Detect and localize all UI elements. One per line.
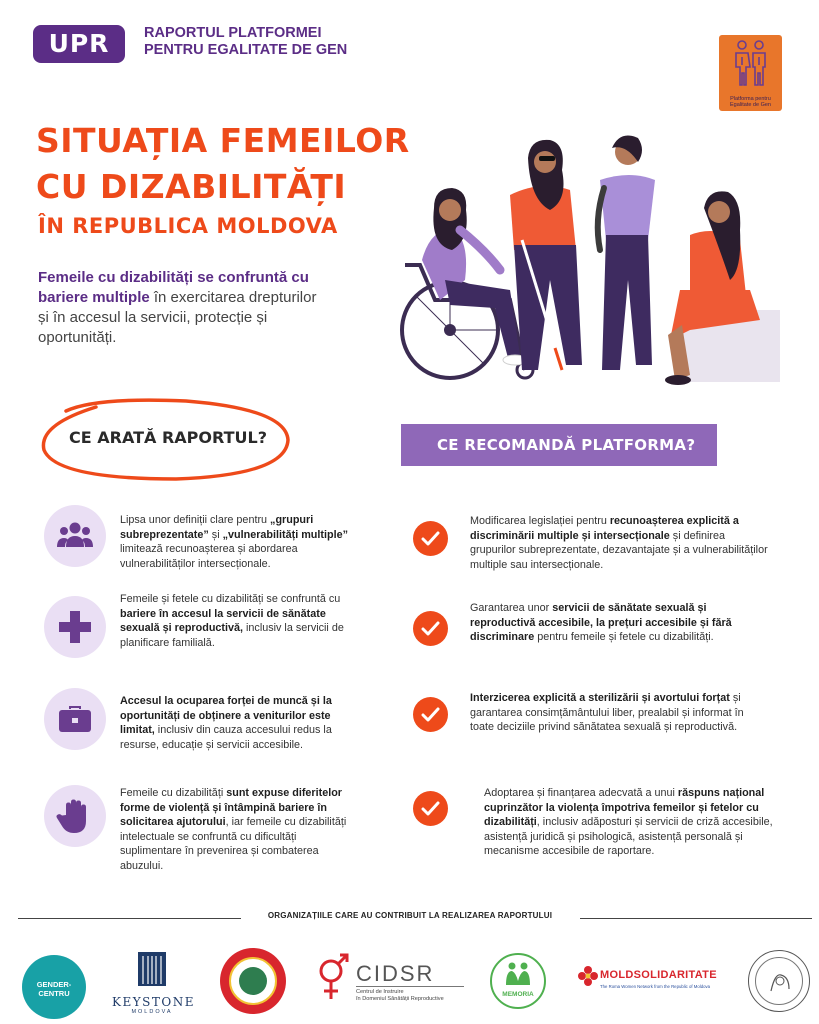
footer-divider-left	[18, 918, 241, 919]
logo-caption-line1: Platforma pentru	[730, 96, 771, 102]
finding-icon-2	[44, 596, 106, 658]
finding-4-part2: , iar femeile cu dizabilități intelectuale se confruntă cu dificultăți suplimentare în prevenirea și combaterea abuzului.	[120, 816, 347, 872]
moldsol-sublabel: The Roma Women Network from the Republic of Moldova	[600, 984, 711, 989]
keystone-label: KEYSTONE	[112, 995, 195, 1009]
page-subtitle: ÎN REPUBLICA MOLDOVA	[38, 214, 338, 238]
rec-3-bold1: Interzicerea explicită a sterilizării și avortului forțat	[470, 692, 730, 704]
check-icon-3	[413, 697, 448, 732]
logo-caption	[719, 96, 782, 108]
recommendation-text-3	[470, 691, 770, 735]
finding-4-part1: Femeile cu dizabilități	[120, 787, 227, 799]
moldsolidaritate-logo	[578, 966, 718, 1000]
cidsr-logo	[316, 953, 466, 1013]
rec-1-part1: Modificarea legislației pentru	[470, 515, 610, 527]
memoria-label: MEMORIA	[502, 991, 534, 998]
seal-emblem-icon	[765, 967, 795, 997]
finding-1-bold1: „grupuri subreprezentate”	[120, 514, 314, 541]
recommendation-text-1	[470, 514, 770, 572]
intro-bold: Femeile cu dizabilități se confruntă cu bariere multiple	[38, 269, 309, 306]
finding-3-part1: inclusiv din cauza accesului redus la resurse, educație și servicii accesibile.	[120, 724, 332, 751]
rec-4-bold1: răspuns național cuprinzător la violența împotriva femeilor și fetelor cu dizabilități	[484, 787, 765, 828]
rec-2-part1: Garantarea unor	[470, 602, 553, 614]
upr-badge: UPR	[33, 25, 125, 63]
flower-icon	[578, 966, 598, 986]
cidsr-label: CIDSR	[356, 961, 435, 986]
finding-text-4	[120, 786, 352, 873]
finding-2-part2: inclusiv la servicii de planificare familială.	[120, 622, 344, 649]
moldsol-label: MOLDSOLIDARITATE	[600, 969, 717, 981]
briefcase-icon	[56, 700, 94, 738]
keystone-emblem-icon	[112, 948, 192, 990]
cidsr-sub1: Centrul de Instruire	[356, 989, 404, 995]
intro-text	[38, 268, 328, 348]
finding-icon-3	[44, 688, 106, 750]
rec-2-part2: pentru femeile și fetele cu dizabilități.	[534, 631, 714, 643]
finding-icon-4	[44, 785, 106, 847]
finding-text-3	[120, 694, 352, 752]
rec-3-part1: și garantarea consimțământului liber, prealabil și informat în toate deciziile privind sănătatea sexuală și reproductivă.	[470, 692, 744, 733]
report-title-line2: PENTRU EGALITATE DE GEN	[144, 42, 348, 58]
footer-title: ORGANIZAȚIILE CARE AU CONTRIBUIT LA REALIZAREA RAPORTULUI	[267, 911, 553, 920]
finding-icon-1	[44, 505, 106, 567]
group-icon	[56, 517, 94, 555]
keystone-logo	[112, 948, 195, 1018]
finding-text-1	[120, 513, 352, 571]
check-icon-4	[413, 791, 448, 826]
memoria-logo	[490, 953, 546, 1009]
finding-1-part3: limitează recunoașterea și abordarea vulnerabilităților intersecționale.	[120, 543, 298, 570]
platform-logo	[719, 35, 782, 111]
report-title-line1: RAPORTUL PLATFORMEI	[144, 25, 322, 41]
rec-1-part2: și definirea grupurilor subreprezentate, dezavantajate și a vulnerabilităților multiple sau intersecționale.	[470, 529, 768, 571]
rec-4-part2: , inclusiv adăposturi și servicii de criză accesibile, asistență juridică și psihologică, asistență personală și mecanisme accesibile de raportare.	[484, 816, 773, 857]
finding-1-part1: Lipsa unor definiții clare pentru	[120, 514, 271, 526]
partner-seal-logo	[748, 950, 810, 1012]
keystone-sublabel: MOLDOVA	[131, 1009, 173, 1015]
romni-logo	[220, 948, 286, 1014]
title-line2: CU DIZABILITĂȚI	[36, 167, 347, 206]
footer-divider-right	[580, 918, 812, 919]
rec-1-bold1: recunoașterea explicită a discriminării multiple și intersecționale	[470, 515, 739, 542]
recommendation-text-4	[484, 786, 774, 859]
women-illustration	[390, 130, 790, 400]
gender-centru-logo	[22, 955, 86, 1019]
section-header-findings	[36, 395, 294, 485]
cane-figure	[510, 140, 582, 370]
finding-2-part1: Femeile și fetele cu dizabilități se confruntă cu	[120, 593, 341, 605]
recommendation-text-2	[470, 601, 770, 645]
finding-4-bold1: sunt expuse diferitelor forme de violență și întâmpină bariere în solicitarea ajutorului	[120, 787, 343, 828]
cidsr-sub2: în Domeniul Sănătății Reproductive	[356, 996, 444, 1002]
intro-rest: în exercitarea drepturilor și în accesul la servicii, protecție și oportunități.	[38, 289, 317, 346]
logo-caption-line2: Egalitate de Gen	[730, 102, 771, 108]
finding-2-bold1: bariere în accesul la servicii de sănătate sexuală și reproductivă,	[120, 607, 326, 634]
gender-symbols-icon	[316, 953, 352, 1007]
section-title-recommendations: CE RECOMANDĂ PLATFORMA?	[437, 436, 696, 454]
medical-cross-icon	[56, 608, 94, 646]
stop-hand-icon	[56, 797, 94, 835]
section-header-recommendations	[401, 424, 717, 466]
title-line1: SITUAȚIA FEMEILOR	[36, 121, 410, 160]
gender-centru-label: GENDER-CENTRU	[36, 980, 72, 998]
check-icon-1	[413, 521, 448, 556]
finding-1-part2: și	[208, 528, 223, 541]
report-title	[144, 25, 404, 59]
finding-text-2	[120, 592, 352, 650]
rec-2-bold1: servicii de sănătate sexuală și reproductivă accesibile, la prețuri accesibile și fără discriminare	[470, 602, 732, 643]
people-leaf-icon	[503, 961, 533, 987]
finding-1-bold2: „vulnerabilități multiple”	[222, 528, 348, 541]
section-title-findings: CE ARATĂ RAPORTUL?	[69, 428, 267, 447]
standing-figure	[598, 136, 655, 370]
cidsr-sublabel	[356, 989, 444, 1003]
check-icon-2	[413, 611, 448, 646]
rec-4-part1: Adoptarea și finanțarea adecvată a unui	[484, 787, 678, 799]
platform-figures-icon	[719, 35, 782, 93]
finding-3-bold1: Accesul la ocuparea forței de muncă și la oportunități de obținere a veniturilor este limitat,	[120, 695, 332, 736]
